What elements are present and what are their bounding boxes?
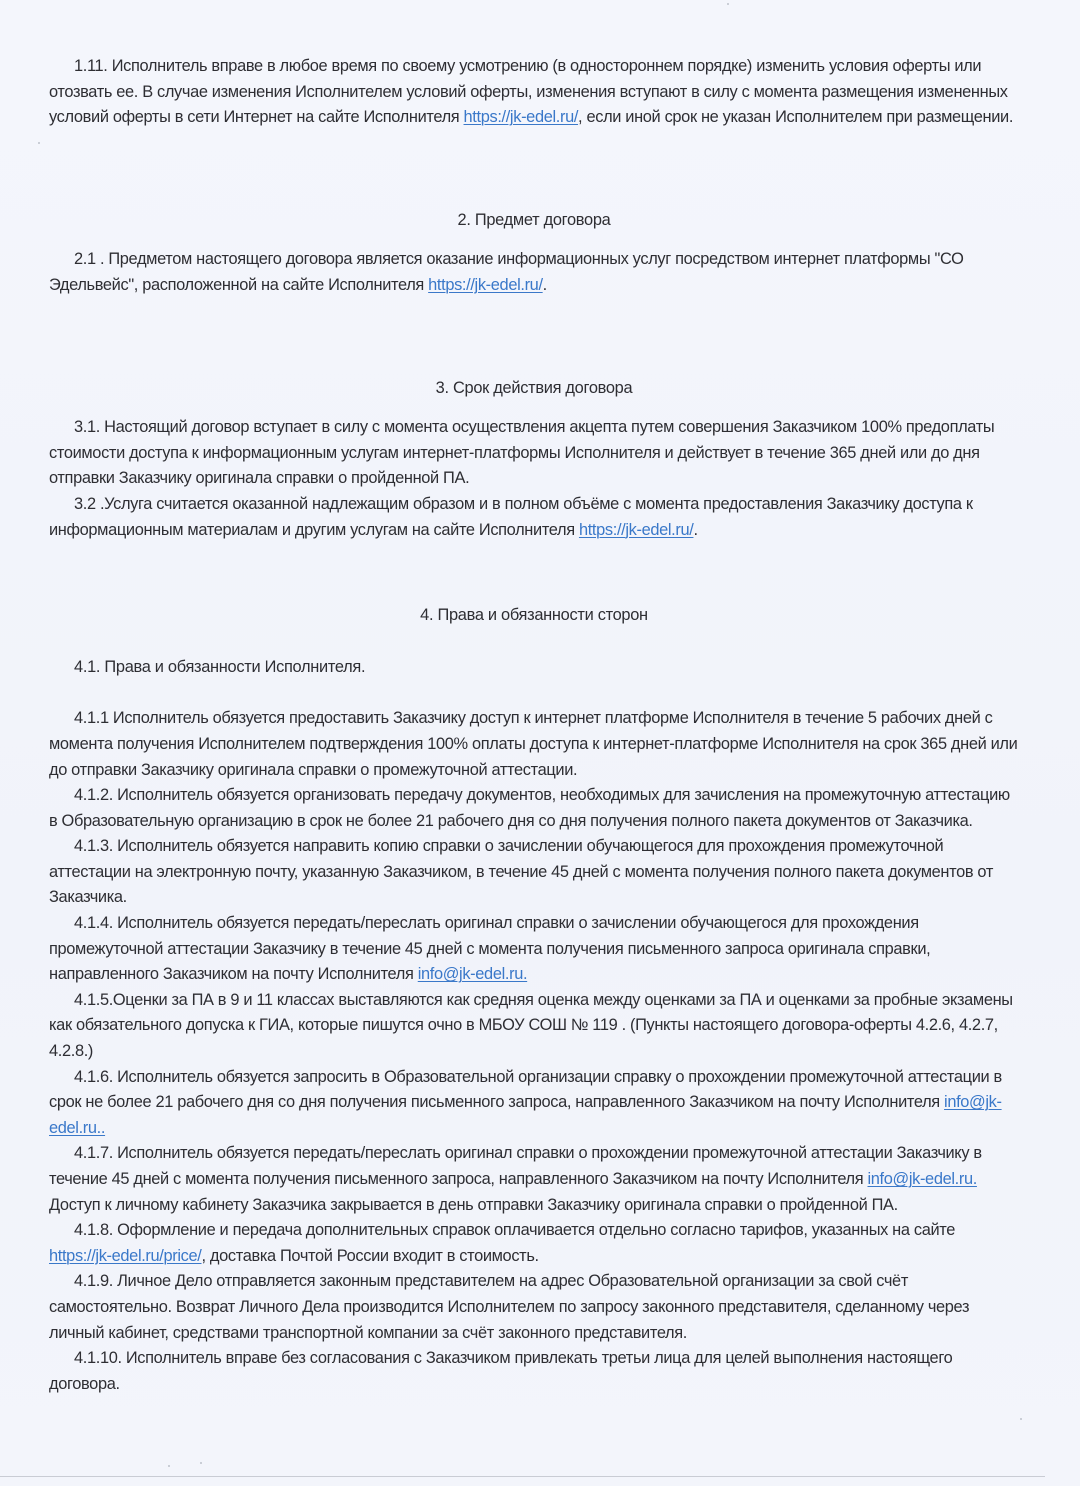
- spacer: [49, 680, 1019, 706]
- clause-3-1: 3.1. Настоящий договор вступает в силу с момента осуществления акцепта путем совершения Заказчиком 100% предоплаты стоимости доступа к информационным услугам интернет-платформы Исполнителя и действует в течение 365 дней или до дня отправки Заказчику оригинала справки о пройденной ПА.: [49, 418, 995, 488]
- section-2-heading: 2. Предмет договора: [457, 210, 611, 229]
- clause-3-2-text-end: .: [693, 520, 698, 539]
- clause-4-1-7: [49, 1141, 1019, 1218]
- clause-4-1-1: 4.1.1 Исполнитель обязуется предоставить Заказчику доступ к интернет платформе Исполнителя в течение 5 рабочих дней с момента получения Исполнителем подтверждения 100% оплаты доступа к интернет-платформе Исполнителя на срок 365 дней или до отправки Заказчику оригинала справки о промежуточной аттестации.: [49, 709, 1018, 779]
- spacer: [49, 629, 1019, 655]
- clause-2-1-text-end: .: [542, 275, 547, 294]
- clause-3-2-text: 3.2 .Услуга считается оказанной надлежащим образом и в полном объёме с момента предоставления Заказчику доступа к информационным материалам и другим услугам на сайте Исполнителя: [49, 494, 973, 539]
- section-3-heading: 3. Срок действия договора: [435, 378, 633, 397]
- clause-4-1-8: [49, 1218, 1019, 1269]
- scan-speck: [168, 1465, 170, 1467]
- spacer: [49, 543, 1019, 593]
- site-link[interactable]: https://jk-edel.ru/: [578, 520, 694, 539]
- clause-4-1-3: 4.1.3. Исполнитель обязуется направить копию справки о зачислении обучающегося для прохождения промежуточной аттестации на электронную почту, указанную Заказчиком, в течение 45 дней с момента получения полного пакета документов от Заказчика.: [49, 837, 993, 907]
- site-link[interactable]: https://jk-edel.ru/: [463, 108, 579, 127]
- clause-4-1-6-text: 4.1.6. Исполнитель обязуется запросить в Образовательной организации справку о прохождении промежуточной аттестации в срок не более 21 рабочего дня со дня получения письменного запроса, направленного Заказчиком на почту Исполнителя: [49, 1067, 1002, 1112]
- scan-speck: [1020, 1418, 1022, 1420]
- clause-4-1-4-text: 4.1.4. Исполнитель обязуется передать/переслать оригинал справки о зачислении обучающегося для прохождения промежуточной аттестации Заказчику в течение 45 дней с момента получения письменного запроса оригинала справки, направленного Заказчиком на почту Исполнителя: [49, 914, 931, 984]
- clause-2-1: [49, 247, 1019, 298]
- email-link[interactable]: info@jk-edel.ru.: [417, 965, 528, 984]
- clause-3-2: [49, 492, 1019, 543]
- spacer: [49, 131, 1019, 208]
- email-link[interactable]: info@jk-edel.ru.: [867, 1170, 977, 1188]
- subheading-4-1: 4.1. Права и обязанности Исполнителя.: [74, 657, 366, 676]
- scan-speck: [200, 1462, 202, 1464]
- site-link[interactable]: https://jk-edel.ru/: [428, 275, 543, 294]
- scan-edge-line: [0, 1476, 1045, 1477]
- clause-2-1-text: 2.1 . Предметом настоящего договора является оказание информационных услуг посредством интернет платформы "СО Эдельвейс", расположенной на сайте Исполнителя: [49, 250, 964, 294]
- clause-4-1-5: 4.1.5.Оценки за ПА в 9 и 11 классах выставляются как средняя оценка между оценками за ПА и оценками за пробные экзамены как обязательного допуска к ГИА, которые пишутся очно в МБОУ СОШ № 119 . (Пункты настоящего договора-оферты 4.2.6, 4.2.7, 4.2.8.): [49, 990, 1013, 1061]
- clause-4-1-8-text-end: , доставка Почтой России входит в стоимость.: [201, 1246, 539, 1265]
- email-link[interactable]: info@jk-edel.ru..: [49, 1093, 1002, 1137]
- clause-4-1-9: 4.1.9. Личное Дело отправляется законным представителем на адрес Образовательной организации за свой счёт самостоятельно. Возврат Личного Дела производится Исполнителем по запросу законного представителя, сделанному через личный кабинет, средствами транспортной компании за счёт законного представителя.: [49, 1272, 970, 1342]
- spacer: [49, 233, 1019, 247]
- clause-4-1-8-text: 4.1.8. Оформление и передача дополнительных справок оплачивается отдельно согласно тарифов, указанных на сайте: [74, 1221, 956, 1240]
- clause-4-1-2: 4.1.2. Исполнитель обязуется организовать передачу документов, необходимых для зачисления на промежуточную аттестацию в Образовательную организацию в срок не более 21 рабочего дня со дня получения полного пакета документов от Заказчика.: [49, 786, 1010, 830]
- scan-speck: [38, 142, 40, 144]
- clause-1-11: [49, 54, 1019, 131]
- clause-4-1-7-text: 4.1.7. Исполнитель обязуется передать/переслать оригинал справки о прохождении промежуточной аттестации Заказчику в течение 45 дней с момента получения письменного запроса, направленного Заказчиком на почту Исполнителя: [49, 1144, 982, 1188]
- spacer: [49, 401, 1019, 415]
- clause-4-1-10: 4.1.10. Исполнитель вправе без согласования с Заказчиком привлекать третьи лица для целей выполнения настоящего договора.: [49, 1349, 953, 1393]
- spacer: [49, 593, 1019, 603]
- document-body: [49, 54, 1019, 1397]
- clause-4-1-6: [49, 1065, 1019, 1142]
- section-4-heading: 4. Права и обязанности сторон: [420, 606, 648, 625]
- clause-1-11-text-end: , если иной срок не указан Исполнителем при размещении.: [578, 108, 1014, 127]
- scan-speck: [727, 3, 729, 5]
- price-link[interactable]: https://jk-edel.ru/price/: [49, 1246, 202, 1265]
- clause-4-1-4: [49, 911, 1019, 988]
- spacer: [49, 299, 1019, 376]
- clause-1-11-text: 1.11. Исполнитель вправе в любое время по своему усмотрению (в одностороннем порядке) изменить условия оферты или отозвать ее. В случае изменения Исполнителем условий оферты, изменения вступают в силу с момента размещения измененных условий оферты в сети Интернет на сайте Исполнителя: [49, 57, 1008, 127]
- clause-4-1-7-text-end: Доступ к личному кабинету Заказчика закрывается в день отправки Заказчику оригинала справки о пройденной ПА.: [49, 1195, 898, 1214]
